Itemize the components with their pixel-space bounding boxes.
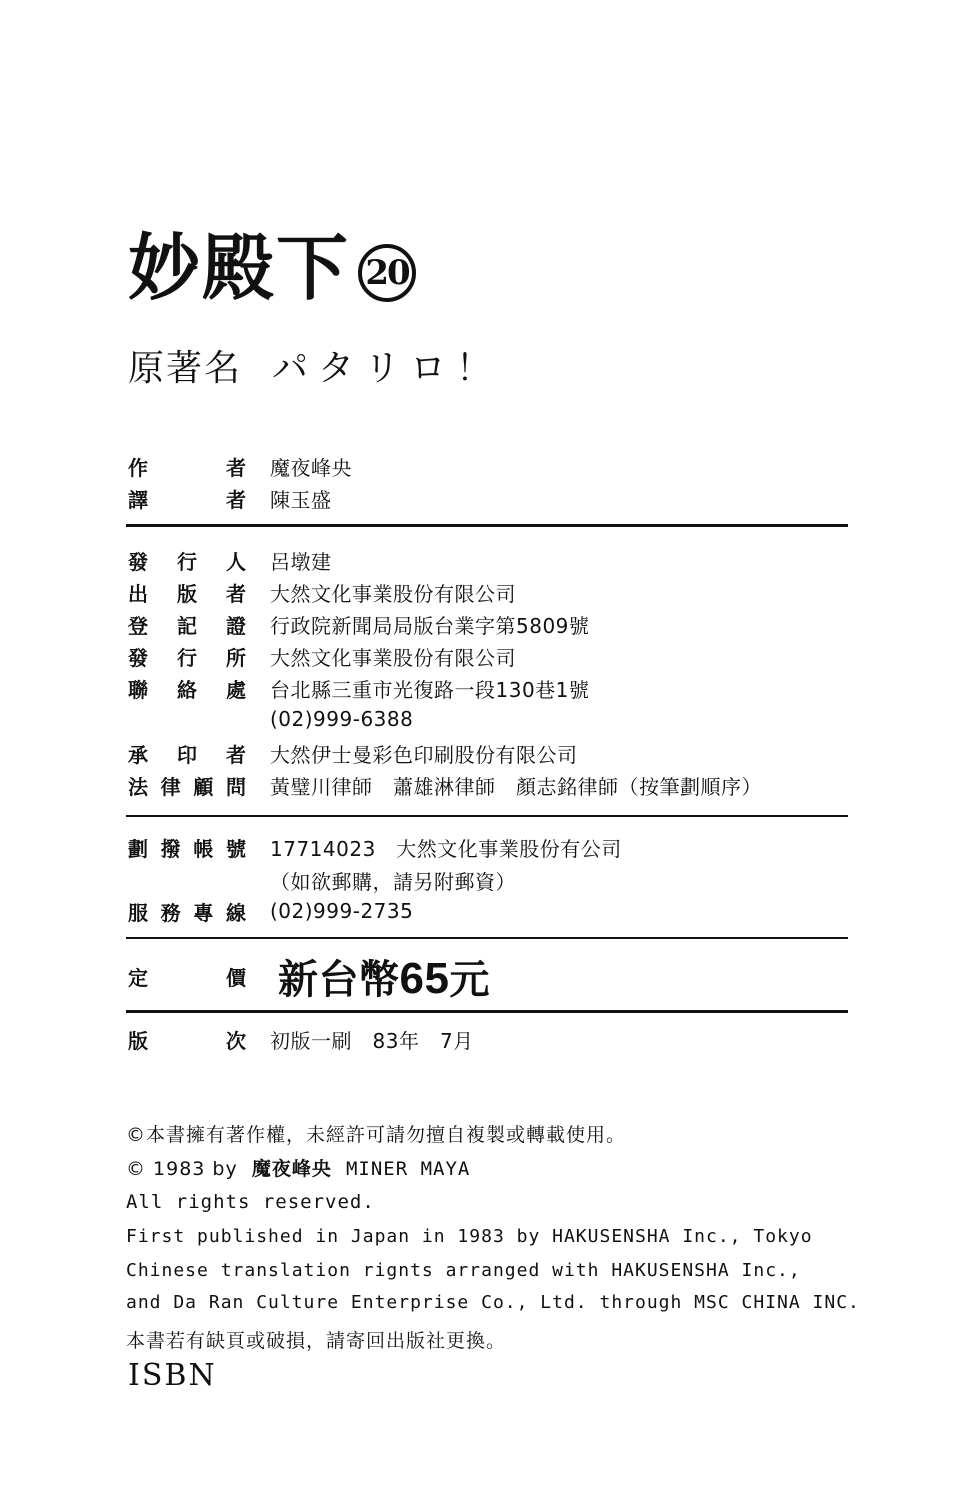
publisher-row: 出 版 者 大然文化事業股份有限公司: [128, 581, 516, 606]
credit-value: 陳玉盛: [270, 487, 332, 512]
translation-rights: Chinese translation rignts arranged with HAKUSENSHA Inc.,: [126, 1260, 801, 1281]
publisher-row: 法 律 顧 問 黃璧川律師 蕭雄淋律師 顏志銘律師（按筆劃順序）: [128, 774, 762, 799]
credit-row-author: [128, 451, 352, 481]
book-title-block: [128, 226, 416, 310]
price-amount: 65: [399, 953, 450, 1003]
divider: [126, 815, 848, 817]
credit-value: 魔夜峰央: [270, 455, 352, 480]
first-published: First published in Japan in 1983 by HAKUSENSHA Inc., Tokyo: [126, 1226, 813, 1247]
replace-notice: 本書若有缺頁或破損，請寄回出版社更換。: [126, 1330, 507, 1352]
isbn-label: ISBN: [128, 1358, 217, 1393]
copyright-line: © 1983 by 魔夜峰央 MINER MAYA: [126, 1158, 471, 1180]
credit-row-translator: [128, 483, 332, 513]
original-title: パタリロ！: [272, 348, 503, 389]
publisher-row: 登 記 證 行政院新聞局局版台業字第5809號: [128, 613, 590, 638]
book-title: 妙殿下: [128, 226, 351, 310]
publisher-row: 發 行 所 大然文化事業股份有限公司: [128, 645, 516, 670]
rights-reserved: All rights reserved.: [126, 1191, 375, 1213]
credit-key: 作 者: [128, 455, 246, 480]
publisher-row: 承 印 者 大然伊士曼彩色印刷股份有限公司: [128, 742, 578, 767]
edition-value: 初版一刷 83年 7月: [270, 1028, 474, 1053]
payment-row: 劃 撥 帳 號 17714023 大然文化事業股份有公司: [128, 836, 622, 861]
divider: [126, 524, 848, 527]
copyright-notice-cn: ©本書擁有著作權，未經許可請勿擅自複製或轉載使用。: [126, 1124, 627, 1146]
publisher-row: 聯 絡 處 台北縣三重市光復路一段130巷1號: [128, 677, 590, 702]
publisher-row: (02)999-6388: [270, 707, 414, 731]
credit-key: 譯 者: [128, 487, 246, 512]
price-prefix: 新台幣: [278, 956, 400, 1003]
payment-row: 服 務 專 線 (02)999-2735: [128, 899, 414, 925]
original-title-label: 原著名: [128, 348, 243, 389]
original-title-line: [128, 340, 502, 391]
publisher-row: 發 行 人 呂墩建: [128, 549, 332, 574]
edition-row: 版 次 初版一刷 83年 7月: [128, 1024, 474, 1054]
divider: [126, 937, 848, 939]
price-unit: 元: [449, 956, 490, 1003]
volume-badge: 20: [358, 244, 416, 302]
agent-line: and Da Ran Culture Enterprise Co., Ltd. through MSC CHINA INC.: [126, 1292, 860, 1313]
divider: [126, 1010, 848, 1013]
payment-row: （如欲郵購，請另附郵資）: [270, 869, 516, 894]
price-row: 定 價 新台幣65元: [128, 953, 490, 1003]
